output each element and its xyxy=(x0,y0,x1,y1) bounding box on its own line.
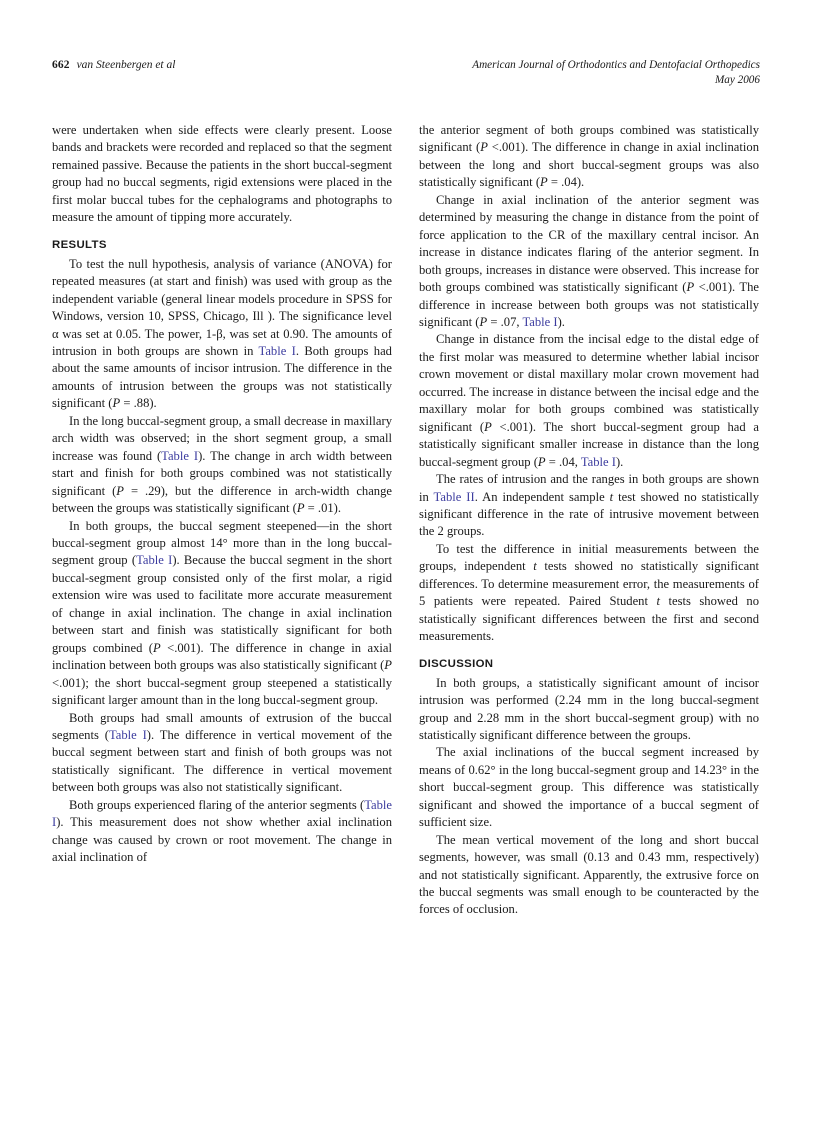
text-run: = .07, xyxy=(487,314,523,329)
running-head-left xyxy=(52,58,175,72)
text-run: ). xyxy=(615,454,624,469)
text-run: = .88). xyxy=(120,396,157,411)
statistic-symbol: P xyxy=(686,280,695,295)
text-run: ). This measurement does not show whether axial inclination change was caused by crown or root movement. The change in axial inclination of xyxy=(52,815,392,865)
paragraph xyxy=(419,331,759,471)
paragraph xyxy=(419,471,759,541)
paragraph: The axial inclinations of the buccal segment increased by means of 0.62° in the long buccal-segment group and 14.23° in the short buccal-segment group. This difference was statistically significant and showed the importance of a buccal segment of sufficient size. xyxy=(419,745,759,830)
text-run: <.001); the short buccal-segment group steepened a statistically significant larger amount than in the long buccal-segment group. xyxy=(52,675,392,708)
text-run: = .04). xyxy=(547,175,585,190)
table-link[interactable]: Table I xyxy=(108,727,147,742)
paragraph xyxy=(52,797,392,867)
statistic-symbol: P xyxy=(112,396,121,411)
table-link[interactable]: Table I xyxy=(258,343,296,358)
statistic-symbol: P xyxy=(537,454,546,469)
text-run: = .04, xyxy=(545,454,581,469)
text-run: In the long buccal-segment group, a small decrease in maxillary arch width was observed; in the short segment group, a small increase was found ( xyxy=(52,413,392,463)
running-head-authors: van Steenbergen et al xyxy=(76,59,176,71)
section-heading-results: RESULTS xyxy=(52,239,107,252)
text-run: <.001). The difference in change in axial inclination between both groups was also statistically significant ( xyxy=(52,640,393,673)
table-link[interactable]: Table I xyxy=(136,553,173,568)
text-run: To test the null hypothesis, analysis of variance (ANOVA) for repeated measures (at start and finish) was used with group as the independent variable (general linear models procedure in SPSS for Windows, version 10, SPSS, Chicago, Ill ). The significance level α was set at 0.05. The power, 1-β, was set at 0.90. The amounts of intrusion in both groups are shown in xyxy=(52,256,392,358)
text-run: tests showed no statistically significant differences between the first and second measurements. xyxy=(419,594,759,644)
text-run: <.001). The difference in change in axial inclination between the long and short buccal-segment groups was also statistically significant ( xyxy=(419,140,759,190)
statistic-symbol: P xyxy=(116,483,124,498)
text-run: Change in axial inclination of the anterior segment was determined by measuring the change in distance from the point of force application to the CR of the maxillary central incisor. An increase in distance indicates flaring of the anterior segment. In both groups, increases in distance were observed. This increase for both groups combined was statistically significant ( xyxy=(419,192,759,295)
paragraph xyxy=(52,256,392,413)
body-columns xyxy=(52,122,760,919)
paragraph xyxy=(52,710,392,797)
table-link[interactable]: Table I xyxy=(52,797,392,830)
column-right xyxy=(419,122,759,919)
text-run: = .01). xyxy=(304,501,342,516)
text-run: test showed no statistically significant difference in the rate of intrusive movement between the 2 groups. xyxy=(419,489,759,539)
paragraph xyxy=(52,413,392,518)
text-run: To test the difference in initial measurements between the groups, independent xyxy=(419,541,759,574)
text-run: ). xyxy=(557,314,565,329)
running-head xyxy=(52,58,760,92)
text-run: <.001). The difference in increase between both groups was not statistically significant ( xyxy=(419,280,759,329)
paragraph xyxy=(52,518,392,710)
table-link[interactable]: Table I xyxy=(580,454,616,469)
text-run: Change in distance from the incisal edge to the distal edge of the first molar was measured to determine whether labial incisor crown movement or distal maxillary molar crown movement had occurred. The increase in distance between the incisal edge and the maxillary molar for both groups combined was statistically significant ( xyxy=(419,332,759,434)
statistic-symbol: P xyxy=(152,640,161,655)
running-head-right xyxy=(472,58,760,87)
text-run: ). The difference in vertical movement of the buccal segment between start and finish of both groups was not statistically significant. The difference in vertical movement between both groups was also not statistically significant. xyxy=(52,727,392,795)
statistic-symbol: P xyxy=(384,658,392,673)
text-run: The rates of intrusion and the ranges in both groups are shown in xyxy=(419,472,759,504)
issue-date: May 2006 xyxy=(714,73,760,86)
text-run: Both groups experienced flaring of the anterior segments ( xyxy=(69,797,365,812)
table-link[interactable]: Table II xyxy=(433,489,475,504)
text-run: ). The change in arch width between start and finish for both groups combined was not statistically significant ( xyxy=(52,448,393,498)
text-run: Both groups had small amounts of extrusion of the buccal segments ( xyxy=(52,710,392,742)
paragraph xyxy=(419,541,759,646)
page-number: 662 xyxy=(52,59,70,71)
paragraph: The mean vertical movement of the long and short buccal segments, however, was small (0.13 and 0.43 mm, respectively) and not statistically significant. Apparently, the extrusive force on the buccal segments was small enough to be counteracted by the forces of occlusion. xyxy=(419,832,759,917)
statistic-symbol: t xyxy=(533,559,537,574)
statistic-symbol: P xyxy=(540,175,548,190)
text-run: ). Because the buccal segment in the short buccal-segment group consisted only of the first molar, a rigid extension wire was used to facilitate more accurate measurement of change in axial inclination. The change in axial inclination between start and finish was statistically significant for both groups combined ( xyxy=(52,553,392,655)
statistic-symbol: t xyxy=(656,594,660,609)
text-run: tests showed no statistically significant differences. To determine measurement error, the measurements of 5 patients were repeated. Paired Student xyxy=(419,559,759,609)
table-link[interactable]: Table I xyxy=(161,448,199,463)
paragraph xyxy=(419,192,759,332)
table-link[interactable]: Table I xyxy=(522,314,558,329)
text-run: In both groups, the buccal segment steepened—in the short buccal-segment group almost 14° more than in the long buccal-segment group ( xyxy=(52,518,392,568)
statistic-symbol: P xyxy=(480,140,488,155)
section-heading-discussion: DISCUSSION xyxy=(419,658,494,671)
text-run: the anterior segment of both groups combined was statistically significant ( xyxy=(419,123,759,155)
statistic-symbol: t xyxy=(609,489,614,504)
text-run: = .29), but the difference in arch-width change between the groups was statistically significant ( xyxy=(52,483,392,516)
statistic-symbol: P xyxy=(296,501,305,516)
paragraph: were undertaken when side effects were clearly present. Loose bands and brackets were recorded and replaced so that the segment remained passive. Because the patients in the short buccal-segment group had no buccal segments, rigid extensions were placed in the first molar buccal tubes for the cephalograms and photographs to measure the amount of tipping more accurately. xyxy=(52,123,392,225)
statistic-symbol: P xyxy=(484,419,492,434)
journal-title: American Journal of Orthodontics and Dentofacial Orthopedics xyxy=(472,59,760,71)
paragraph: In both groups, a statistically significant amount of incisor intrusion was performed (2.24 mm in the long buccal-segment group and 2.28 mm in the short buccal-segment group) with no statistically significant difference between the groups. xyxy=(419,675,759,742)
paragraph xyxy=(419,122,759,192)
statistic-symbol: P xyxy=(479,314,488,329)
text-run: <.001). The short buccal-segment group had a statistically significant smaller increase in distance than the long buccal-segment group ( xyxy=(419,419,759,469)
text-run: . Both groups had about the same amounts of incisor intrusion. The difference in the amounts of intrusion between the groups was not statistically significant ( xyxy=(52,343,392,411)
column-left xyxy=(52,122,392,919)
text-run: . An independent sample xyxy=(474,489,610,504)
